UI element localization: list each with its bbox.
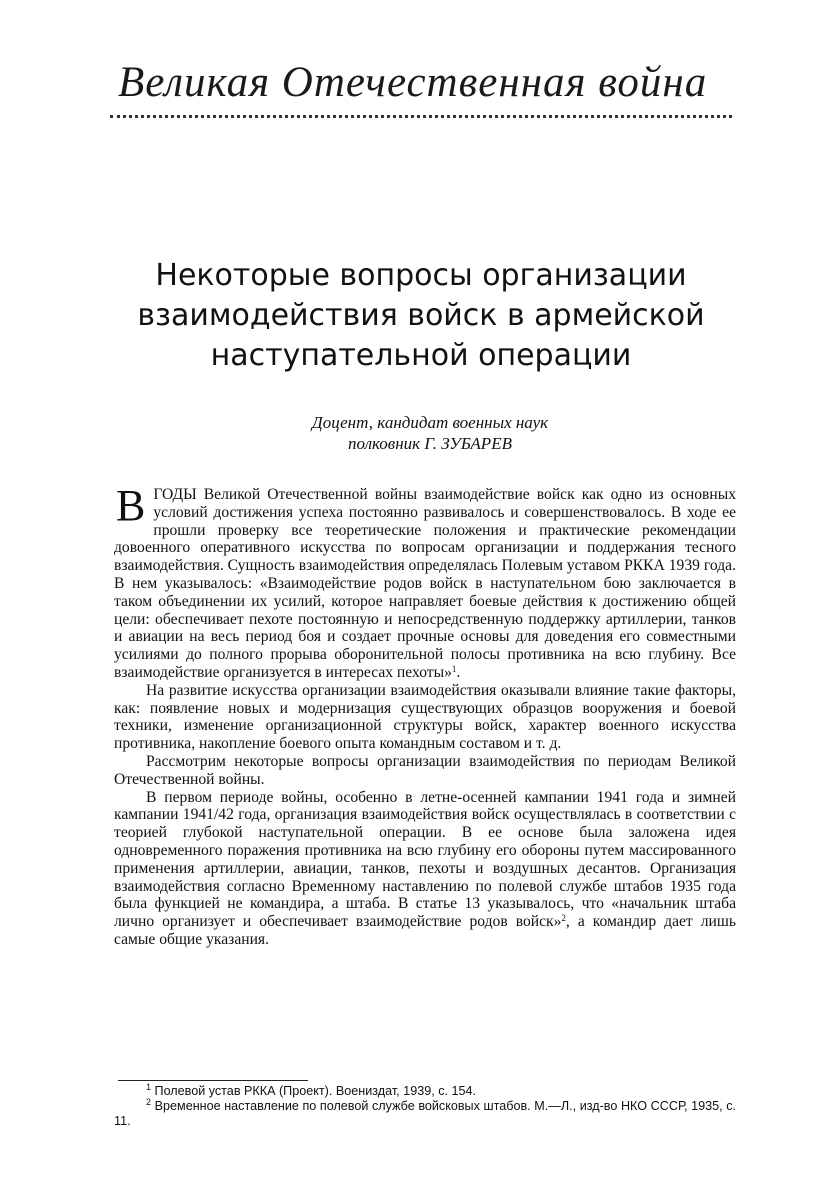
footnotes [114,1084,736,1129]
footnote-number: 2 [146,1097,152,1107]
paragraph [114,789,736,949]
footnote-text: Полевой устав РККА (Проект). Воениздат, 1939, с. 154. [151,1084,477,1098]
footnote-number: 1 [146,1082,152,1092]
paragraph-end: . [456,663,461,681]
header-dotted-rule [110,115,732,118]
footnote [114,1084,736,1099]
footnote [114,1099,736,1129]
paragraph [114,481,736,682]
footnote-ref: 2 [561,913,566,924]
paragraph: На развитие искусства организации взаимодействия оказывали влияние такие факторы, как: появление новых и модернизация существующих образцов вооружения и боевой техники, изменение организационной структуры войск, характер военного искусства противника, накопление боевого опыта командным составом и т. д. [114,681,736,753]
article-body [114,481,737,949]
article-title [110,256,732,376]
author-name: полковник Г. ЗУБАРЕВ [348,434,512,453]
footnote-ref: 1 [451,663,457,674]
paragraph-end: , а командир дает лишь самые общие указания. [114,913,737,948]
title-line: Некоторые вопросы организации [155,258,687,293]
section-header: Великая Отечественная война [118,59,708,106]
title-line: наступательной операции [210,338,632,373]
footnote-divider [118,1080,308,1081]
footnote-text: Временное наставление по полевой службе войсковых штабов. М.—Л., изд-во НКО СССР, 1935, с. 11. [114,1099,736,1128]
title-line: взаимодействия войск в армейской [137,298,705,333]
paragraph-text: ГОДЫ Великой Отечественной войны взаимодействие войск как одно из основных условий достижения успеха постоянно развивалось и совершенствовалось. В ходе ее прошли проверку все теоретические положения и практические рекомендации довоенного оперативного искусства по вопросам организации и поддержания тесного взаимодействия. Сущность взаимодействия определялась Полевым уставом РККА 1939 года. В нем указывалось: «Взаимодействие родов войск в наступательном бою заключается в таком объединении их усилий, которое направляет боевые действия к достижению общей цели: обеспечивает пехоте постоянную и непосредственную поддержку артиллерии, танков и авиации на весь период боя и создает прочные основы для доведения его совместными усилиями до полного прорыва оборонительной полосы противника на всю глубину. Все взаимодействие организуется в интересах пехоты» [114,486,736,681]
author-block [230,412,630,454]
author-credentials: Доцент, кандидат военных наук [311,413,549,432]
paragraph-text: В первом периоде войны, особенно в летне-осенней кампании 1941 года и зимней кампании 1941/42 года, организация взаимодействия войск осуществлялась в соответствии с теорией глубокой наступательной операции. В ее основе была заложена идея одновременного поражения противника на всю глубину его обороны путем массированного применения артиллерии, авиации, танков, пехоты и воздушных десантов. Организация взаимодействия согласно Временному наставлению по полевой службе штабов 1935 года была функцией не командира, а штаба. В статье 13 указывалось, что «начальник штаба лично организует и обеспечивает взаимодействие родов войск» [114,788,736,931]
drop-cap: В [116,481,146,530]
paragraph: Рассмотрим некоторые вопросы организации взаимодействия по периодам Великой Отечественной войны. [114,752,736,788]
